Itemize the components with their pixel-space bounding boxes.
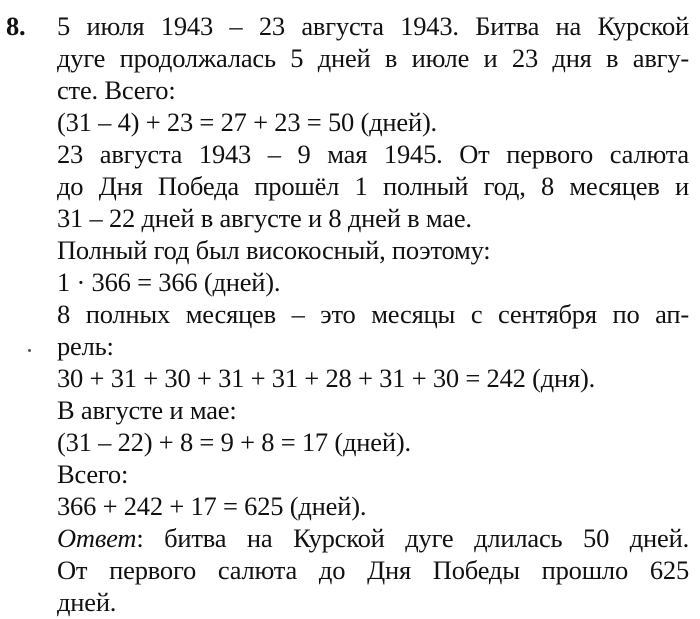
equation-line: (31 – 4) + 23 = 27 + 23 = 50 (дней).: [57, 107, 437, 137]
equation-line: 1 · 366 = 366 (дней).: [57, 267, 281, 297]
answer-line: От первого салюта до Дня Победы прошло 625: [57, 555, 689, 585]
answer-line: [57, 522, 689, 554]
text-line: Полный год был високосный, поэтому:: [57, 235, 491, 265]
equation-line: 30 + 31 + 30 + 31 + 31 + 28 + 31 + 30 = 242 (дня).: [57, 363, 596, 393]
solution-text: [57, 10, 689, 618]
equation-line: 366 + 242 + 17 = 625 (дней).: [57, 491, 367, 521]
text-line: рель:: [57, 331, 114, 361]
text-line: 8 полных месяцев – это месяцы с сентября по ап-: [57, 299, 689, 329]
task-number: 8.: [6, 11, 26, 41]
text-line: 5 июля 1943 – 23 августа 1943. Битва на Курской: [57, 11, 689, 41]
text-line: В августе и мае:: [57, 395, 237, 425]
print-speck: [28, 349, 31, 352]
text-line: сте. Всего:: [57, 75, 176, 105]
text-line: до Дня Победа прошёл 1 полный год, 8 месяцев и: [57, 171, 689, 201]
equation-line: (31 – 22) + 8 = 9 + 8 = 17 (дней).: [57, 427, 411, 457]
answer-line: дней.: [57, 587, 117, 617]
answer-label: Ответ: [57, 523, 137, 553]
text-line: 23 августа 1943 – 9 мая 1945. От первого салюта: [57, 139, 689, 169]
answer-text: : битва на Курской дуге длилась 50 дней.: [136, 523, 689, 553]
text-line: 31 – 22 дней в августе и 8 дней в мае.: [57, 203, 472, 233]
text-line: дуге продолжалась 5 дней в июле и 23 дня в авгу-: [57, 43, 689, 73]
text-line: Всего:: [57, 459, 129, 489]
